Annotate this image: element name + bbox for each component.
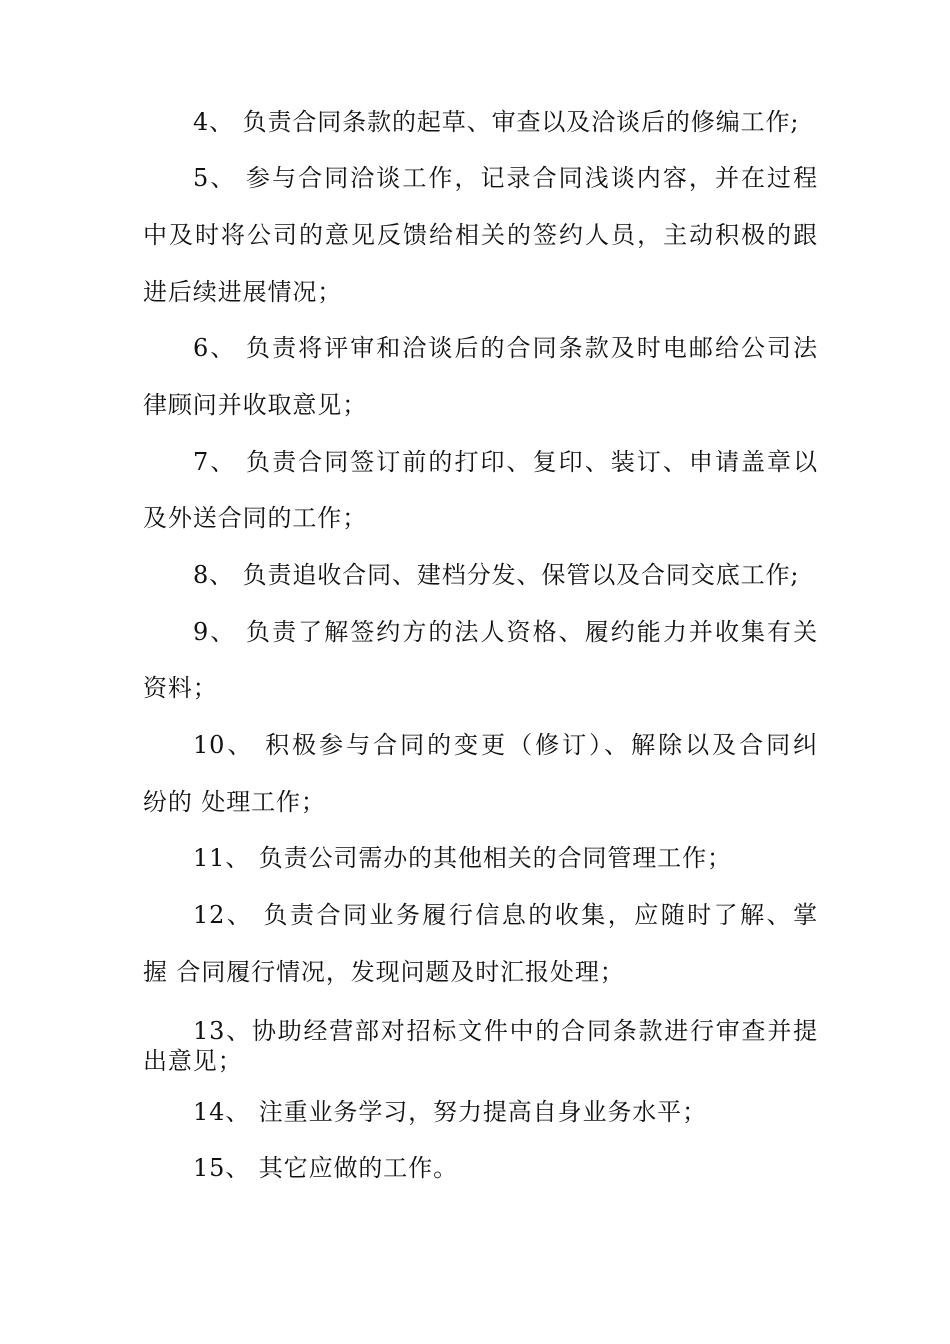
item-14-line-1: 14、 注重业务学习，努力提高自身业务水平；	[193, 1098, 707, 1126]
item-9-line-1: 9、 负责了解签约方的法人资格、履约能力并收集有关	[193, 618, 818, 646]
item-4-line-1: 4、 负责合同条款的起草、审查以及洽谈后的修编工作;	[193, 108, 800, 136]
item-9-line-2: 资料；	[143, 674, 218, 702]
item-10-line-1: 10、 积极参与合同的变更（修订）、解除以及合同纠	[193, 731, 818, 759]
item-6-line-1: 6、 负责将评审和洽谈后的合同条款及时电邮给公司法	[193, 334, 818, 362]
item-5-line-1: 5、 参与合同洽谈工作，记录合同浅谈内容，并在过程	[193, 164, 818, 192]
item-13-line-2: 出意见；	[143, 1047, 243, 1075]
item-7-line-1: 7、 负责合同签订前的打印、复印、装订、申请盖章以	[193, 448, 818, 476]
item-13-line-1: 13、协助经营部对招标文件中的合同条款进行审查并提	[193, 1017, 818, 1045]
item-5-line-3: 进后续进展情况；	[143, 278, 343, 306]
item-5-line-2: 中及时将公司的意见反馈给相关的签约人员，主动积极的跟	[143, 221, 818, 249]
item-10-line-2: 纷的 处理工作；	[143, 788, 326, 816]
item-11-line-1: 11、 负责公司需办的其他相关的合同管理工作；	[193, 844, 732, 872]
item-7-line-2: 及外送合同的工作；	[143, 504, 368, 532]
item-12-line-2: 握 合同履行情况，发现问题及时汇报处理；	[143, 958, 625, 986]
item-8-line-1: 8、 负责追收合同、建档分发、保管以及合同交底工作;	[193, 561, 800, 589]
item-15-line-1: 15、 其它应做的工作。	[193, 1154, 458, 1182]
item-6-line-2: 律顾问并收取意见；	[143, 391, 368, 419]
item-12-line-1: 12、 负责合同业务履行信息的收集，应随时了解、掌	[193, 901, 818, 929]
